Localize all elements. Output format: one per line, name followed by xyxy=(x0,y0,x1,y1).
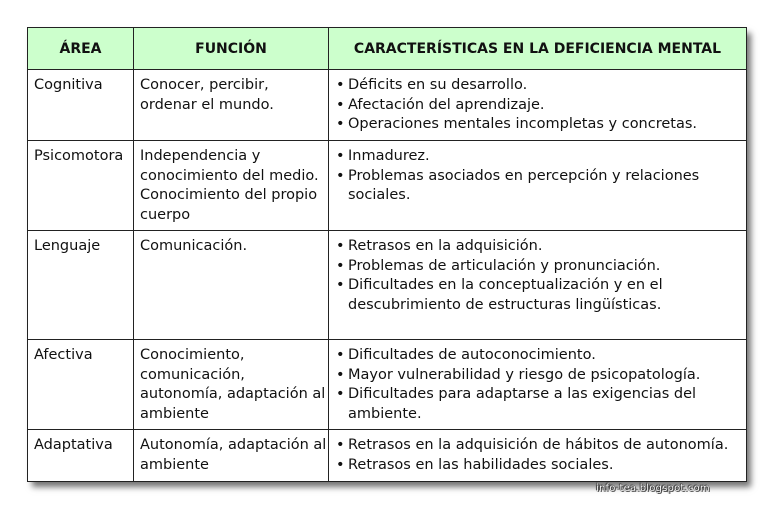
list-item: • Retrasos en la adquisición. xyxy=(335,237,742,257)
area-cell: Cognitiva xyxy=(28,70,134,141)
function-cell: Independencia y conocimiento del medio. Conocimiento del propio cuerpo xyxy=(134,141,329,231)
table-row-adaptativa xyxy=(28,430,747,482)
list-item: • Afectación del aprendizaje. xyxy=(335,96,742,116)
deficiency-table-frame xyxy=(27,27,746,481)
header-area: ÁREA xyxy=(28,28,134,70)
list-item: • Retrasos en la adquisición de hábitos de autonomía. xyxy=(335,436,742,456)
characteristics-cell xyxy=(329,340,747,430)
table-header-row xyxy=(28,28,747,70)
list-item: • Dificultades para adaptarse a las exigencias del ambiente. xyxy=(335,385,742,424)
characteristics-list xyxy=(335,237,742,315)
list-item: • Problemas de articulación y pronunciación. xyxy=(335,257,742,277)
area-cell: Lenguaje xyxy=(28,231,134,340)
characteristics-cell xyxy=(329,430,747,482)
characteristics-list xyxy=(335,76,742,135)
list-item: • Mayor vulnerabilidad y riesgo de psicopatología. xyxy=(335,366,742,386)
area-cell: Afectiva xyxy=(28,340,134,430)
list-item: • Dificultades en la conceptualización y en el descubrimiento de estructuras lingüísticas. xyxy=(335,276,742,315)
function-cell: Conocimiento, comunicación, autonomía, adaptación al ambiente xyxy=(134,340,329,430)
table-row-psicomotora xyxy=(28,141,747,231)
list-item: • Déficits en su desarrollo. xyxy=(335,76,742,96)
table-row-lenguaje xyxy=(28,231,747,340)
characteristics-cell xyxy=(329,231,747,340)
header-function: FUNCIÓN xyxy=(134,28,329,70)
characteristics-list xyxy=(335,346,742,424)
characteristics-cell xyxy=(329,70,747,141)
list-item: • Retrasos en las habilidades sociales. xyxy=(335,456,742,476)
area-cell: Psicomotora xyxy=(28,141,134,231)
table-row-cognitiva xyxy=(28,70,747,141)
header-characteristics: CARACTERÍSTICAS EN LA DEFICIENCIA MENTAL xyxy=(329,28,747,70)
characteristics-cell xyxy=(329,141,747,231)
list-item: • Dificultades de autoconocimiento. xyxy=(335,346,742,366)
function-cell: Comunicación. xyxy=(134,231,329,340)
deficiency-table xyxy=(27,27,747,482)
list-item: • Inmadurez. xyxy=(335,147,742,167)
function-cell: Autonomía, adaptación al ambiente xyxy=(134,430,329,482)
characteristics-list xyxy=(335,147,742,206)
function-cell: Conocer, percibir, ordenar el mundo. xyxy=(134,70,329,141)
list-item: • Problemas asociados en percepción y relaciones sociales. xyxy=(335,167,742,206)
characteristics-list xyxy=(335,436,742,475)
watermark: info-tea.blogspot.com xyxy=(596,483,710,494)
area-cell: Adaptativa xyxy=(28,430,134,482)
table-row-afectiva xyxy=(28,340,747,430)
list-item: • Operaciones mentales incompletas y concretas. xyxy=(335,115,742,135)
